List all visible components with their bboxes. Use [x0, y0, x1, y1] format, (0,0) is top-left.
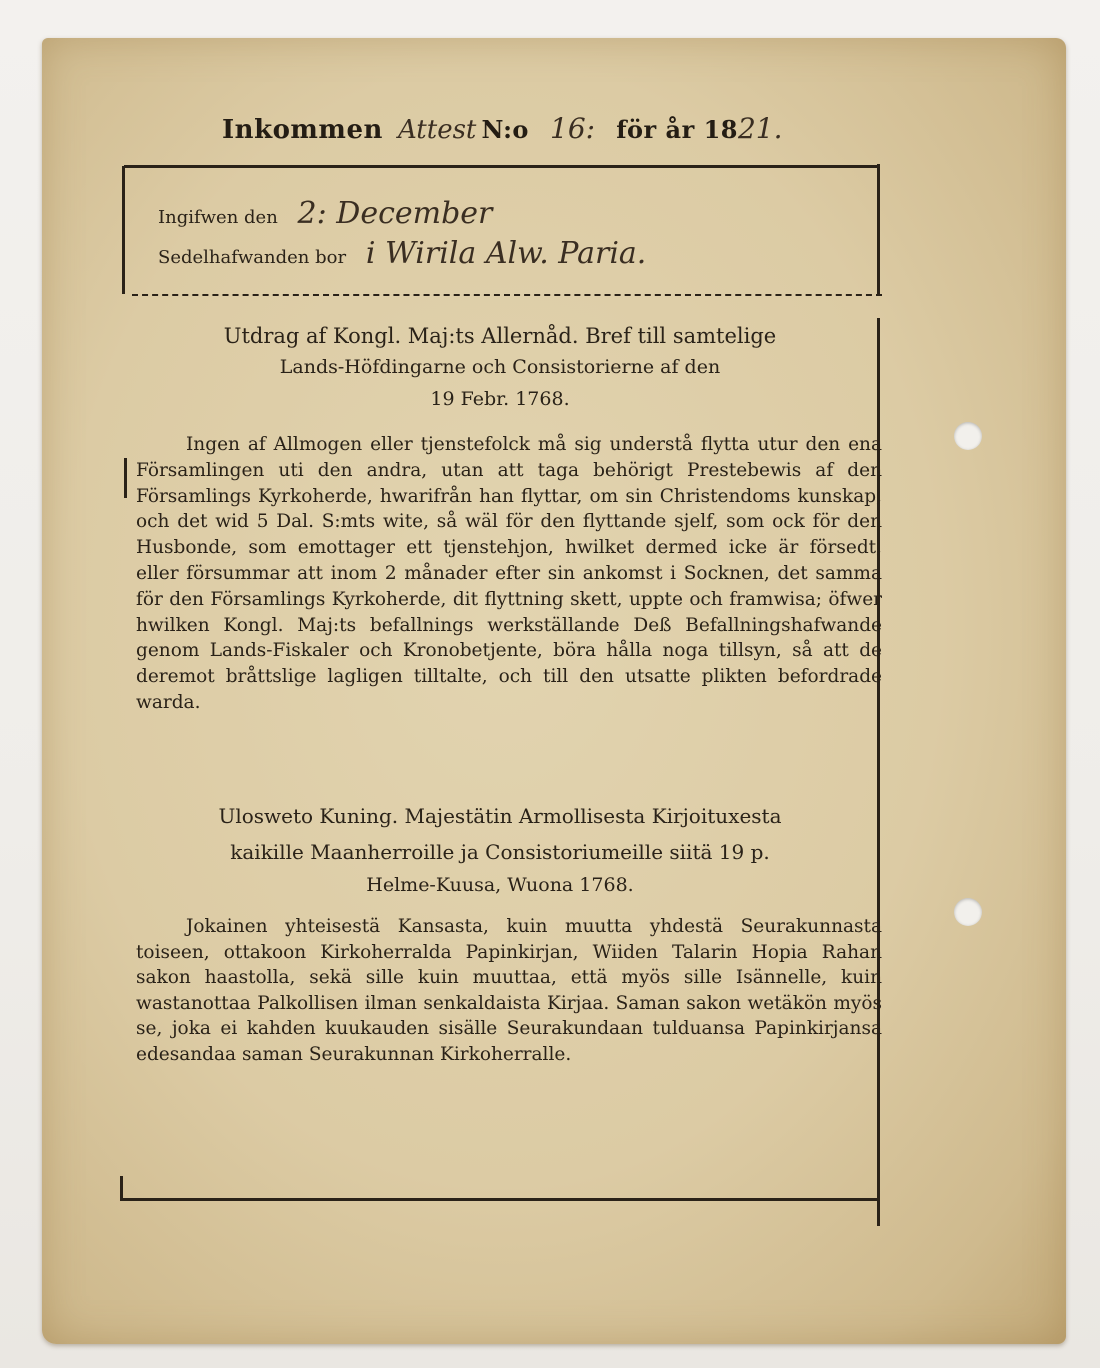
- main-rule-left-bottom: [120, 1176, 123, 1200]
- header-attest-handwritten: Attest: [397, 115, 477, 145]
- header-no-label: N:o: [481, 115, 529, 144]
- document-header: [222, 112, 842, 152]
- header-for-year-label: för år 18: [616, 115, 738, 144]
- main-rule-left-mark: [124, 458, 127, 498]
- finnish-title-line2: kaikille Maanherroille ja Consistoriumeille siitä 19 p.: [230, 840, 770, 864]
- swedish-title-line1: Utdrag af Kongl. Maj:ts Allernåd. Bref till samtelige: [223, 324, 777, 348]
- finnish-title-line1: Ulosweto Kuning. Majestätin Armollisesta Kirjoituxesta: [218, 804, 782, 828]
- punch-hole-bottom: [954, 898, 982, 926]
- box-rule-left: [122, 166, 125, 294]
- residence-label: Sedelhafwanden bor: [158, 247, 347, 268]
- residence-value-handwritten: i Wirila Alw. Paria.: [365, 236, 647, 271]
- finnish-body-text: [136, 914, 882, 1068]
- header-label-incoming: Inkommen: [222, 115, 383, 145]
- finnish-title-line3: Helme-Kuusa, Wuona 1768.: [366, 874, 634, 896]
- main-rule-bottom: [120, 1198, 880, 1201]
- submitted-field: [158, 196, 492, 231]
- residence-field: [158, 236, 646, 271]
- swedish-title-line3: 19 Febr. 1768.: [430, 388, 570, 410]
- box-rule-bottom: [132, 294, 882, 296]
- punch-hole-top: [954, 422, 982, 450]
- submitted-label: Ingifwen den: [158, 207, 278, 228]
- header-year-handwritten: 21.: [737, 112, 783, 145]
- header-number-handwritten: 16:: [550, 112, 596, 145]
- submitted-value-handwritten: 2: December: [297, 196, 493, 231]
- box-rule-top: [124, 165, 880, 168]
- swedish-body-text: [136, 432, 882, 716]
- finnish-body-content: Jokainen yhteisestä Kansasta, kuin muutta yhdestä Seurakunnasta toiseen, ottakoon Kirkoherralda Papinkirjan, Wiiden Talarin Hopia Rahan sakon haastolla, sekä sille kuin muuttaa, että myös sille Isännelle, kuin wastanottaa Palkollisen ilman senkaldaista Kirjaa. Saman sakon wetäkön myös se, joka ei kahden kuukauden sisälle Seurakundaan tulduansa Papinkirjansa edesandaa saman Seurakunnan Kirkoherralle.: [136, 916, 882, 1065]
- swedish-title-line2: Lands-Höfdingarne och Consistorierne af den: [279, 356, 721, 378]
- swedish-body-content: Ingen af Allmogen eller tjenstefolck må sig understå flytta utur den ena Församlingen uti den andra, utan att taga behörigt Prestebewis af den Församlings Kyrkoherde, hwarifrån han flyttar, om sin Christendoms kunskap, och det wid 5 Dal. S:mts wite, så wäl för den flyttande sjelf, som ock för den Husbonde, som emottager ett tjenstehjon, hwilket dermed icke är försedt, eller försummar att inom 2 månader efter sin ankomst i Socknen, det samma för den Församlings Kyrkoherde, dit flyttning skett, uppte och framwisa; öfwer hwilken Kongl. Maj:ts befallnings werkställande Deß Befallningshafwande genom Lands-Fiskaler och Kronobetjente, böra hålla noga tillsyn, så att de deremot bråttslige lagligen tilltalte, och till den utsatte plikten befordrade warda.: [136, 434, 882, 713]
- box-rule-right: [877, 164, 880, 296]
